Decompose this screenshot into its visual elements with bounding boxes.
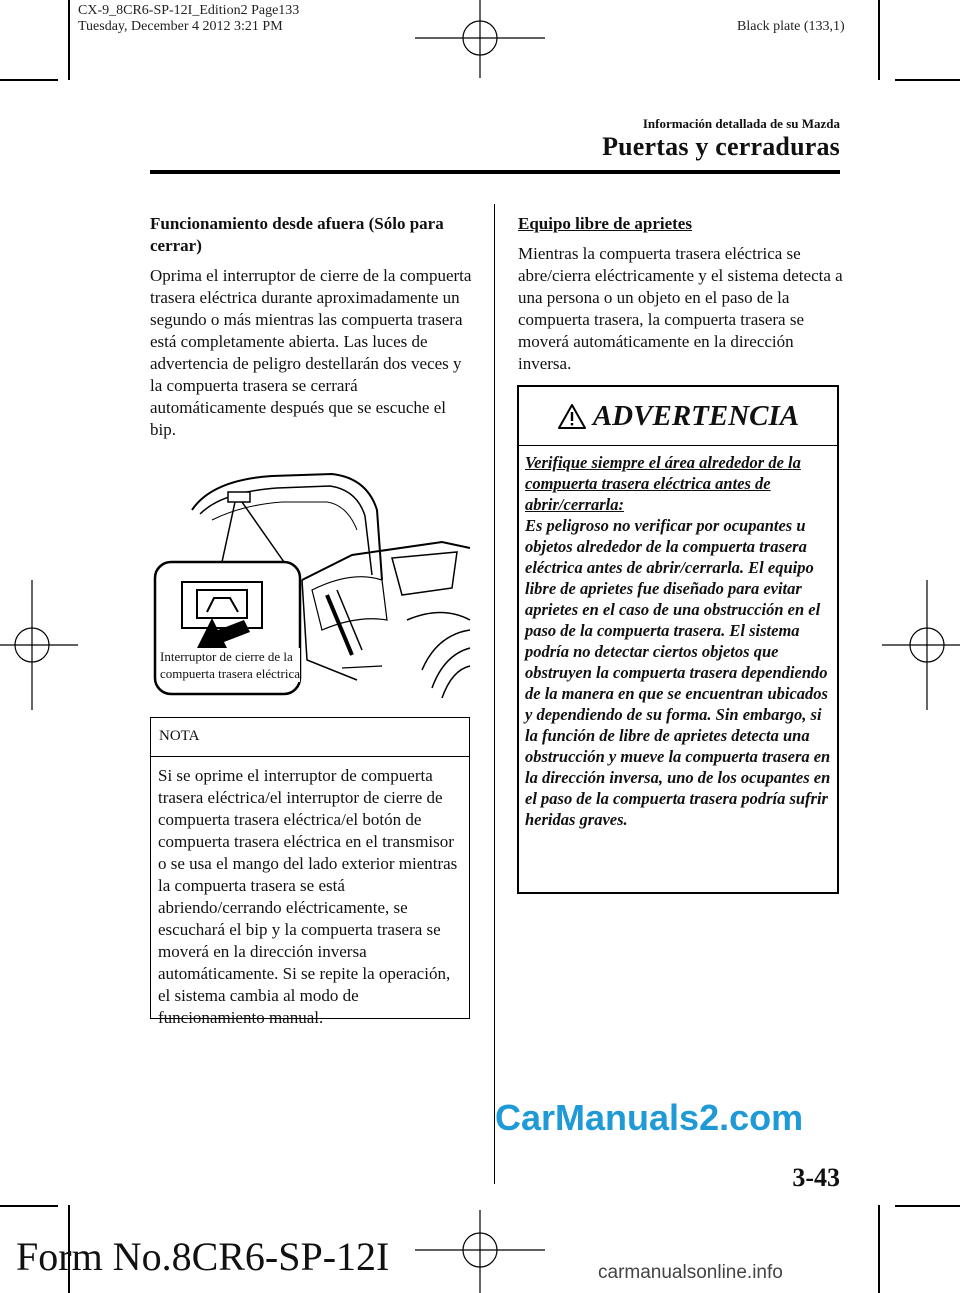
crop-mark-top-left-h xyxy=(0,79,58,81)
registration-mark-right xyxy=(880,580,960,710)
note-title: NOTA xyxy=(159,728,200,744)
left-heading: Funcionamiento desde afuera (Sólo para cerrar) xyxy=(150,214,444,255)
crop-mark-bottom-right-h xyxy=(895,1205,960,1207)
warning-box xyxy=(517,385,839,894)
warning-triangle-icon xyxy=(557,403,587,430)
warning-text: Es peligroso no verificar por ocupantes u objetos alrededor de la compuerta trasera eléctrica antes de abrir/cerrarla. El equipo libre de aprietes fue diseñado para evitar aprietes en el caso de una obstrucción en el paso de la compuerta trasera. El sistema podría no detectar ciertos objetos que obstruyen la compuerta trasera dependiendo de la manera en que se encuentran ubicados y dependiendo de su forma. Sin embargo, si la función de libre de aprietes detecta una obstrucción y mueve la compuerta trasera en la dirección inversa, uno de los ocupantes en el paso de la compuerta trasera podría sufrir heridas graves. xyxy=(525,516,831,829)
column-divider xyxy=(494,204,495,1184)
figure-callout-label xyxy=(160,648,300,682)
crop-mark-top-left-v xyxy=(68,0,70,80)
watermark-logo: CarManuals2.com xyxy=(495,1097,804,1138)
footer-site: carmanualsonline.info xyxy=(598,1262,783,1283)
print-info-line-1: CX-9_8CR6-SP-12I_Edition2 Page133 xyxy=(78,3,300,18)
crop-mark-bottom-right-v xyxy=(878,1205,880,1293)
right-column xyxy=(518,213,843,385)
print-info-line-2: Tuesday, December 4 2012 3:21 PM xyxy=(78,19,283,34)
figure-callout-line-2: compuerta trasera eléctrica xyxy=(160,666,301,681)
registration-mark-left xyxy=(0,580,80,710)
note-body: Si se oprime el interruptor de compuerta trasera eléctrica/el interruptor de cierre de compuerta trasera eléctrica/el botón de compuerta trasera eléctrica en el transmisor o se usa el mango del lado exterior mientras la compuerta trasera se está abriendo/cerrando eléctricamente, se escuchará el bip y la compuerta trasera se moverá en la dirección inversa automáticamente. Si se repite la operación, el sistema cambia al modo de funcionamiento manual. xyxy=(158,766,458,1027)
page-number: 3-43 xyxy=(792,1163,840,1192)
form-number: Form No.8CR6-SP-12I xyxy=(16,1234,390,1279)
left-paragraph: Oprima el interruptor de cierre de la compuerta trasera eléctrica durante aproximadamente un segundo o más mientras las compuerta trasera está completamente abierta. Las luces de advertencia de peligro destellarán dos veces y la compuerta trasera se cerrará automáticamente después que se escuche el bip. xyxy=(150,266,472,439)
warning-title: ADVERTENCIA xyxy=(592,399,800,432)
right-heading: Equipo libre de aprietes xyxy=(518,214,692,233)
plate-label: Black plate (133,1) xyxy=(737,19,845,34)
print-info xyxy=(78,3,299,35)
crop-mark-bottom-left-h xyxy=(0,1205,58,1207)
warning-header xyxy=(519,387,837,446)
right-paragraph: Mientras la compuerta trasera eléctrica se abre/cierra eléctricamente y el sistema detecta a una persona o un objeto en el paso de la compuerta trasera, la compuerta trasera se moverá automáticamente en la dirección inversa. xyxy=(518,244,843,373)
figure-callout-line-1: Interruptor de cierre de la xyxy=(160,649,293,664)
section-title: Puertas y cerraduras xyxy=(602,132,840,161)
crop-mark-top-right-v xyxy=(878,0,880,80)
left-column xyxy=(150,213,475,451)
registration-mark-bottom xyxy=(415,1210,545,1293)
header-rule xyxy=(150,170,840,174)
registration-mark-top xyxy=(415,0,545,80)
crop-mark-top-right-h xyxy=(895,79,960,81)
section-subtitle: Información detallada de su Mazda xyxy=(642,116,840,131)
note-box xyxy=(150,717,470,1027)
warning-body xyxy=(519,446,837,836)
warning-lead: Verifique siempre el área alrededor de la compuerta trasera eléctrica antes de abrir/cerrarla: xyxy=(525,453,801,514)
